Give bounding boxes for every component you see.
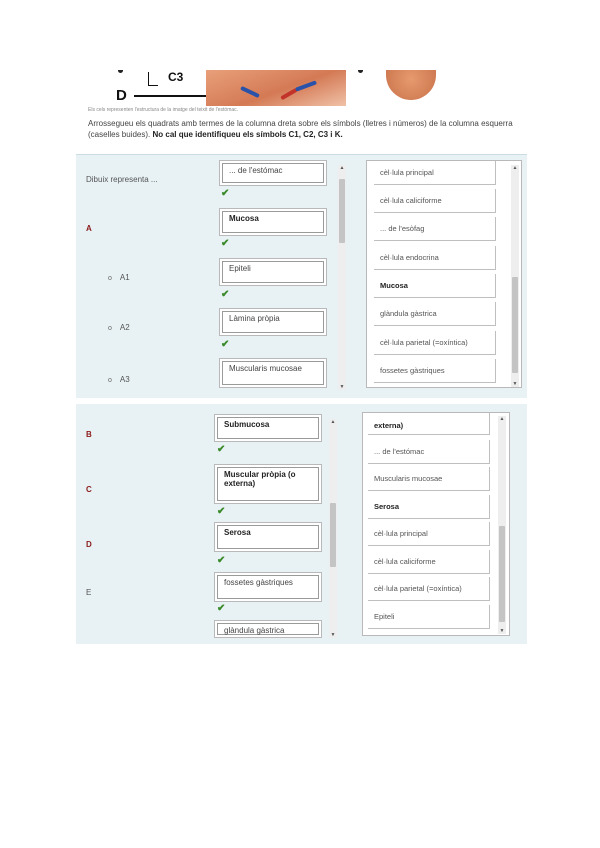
- row-label-a1: o A1: [108, 273, 130, 282]
- figure-caption: Els cels representen l'estructura de la imatge del teixit de l'estómac.: [88, 107, 239, 113]
- option-item[interactable]: glàndula gàstrica: [374, 302, 496, 326]
- scrollbar-thumb[interactable]: [330, 503, 336, 567]
- option-item[interactable]: cèl·lula principal: [374, 161, 496, 185]
- check-icon: ✔: [221, 188, 230, 199]
- scroll-down-icon[interactable]: ▼: [339, 384, 345, 390]
- scroll-up-icon[interactable]: ▲: [330, 419, 336, 425]
- row-label-b: B: [86, 430, 92, 439]
- drop-zone[interactable]: Epiteli: [219, 258, 327, 286]
- option-item[interactable]: Epiteli: [368, 605, 490, 629]
- row-label-e: E: [86, 588, 92, 597]
- drop-zone[interactable]: Serosa: [214, 522, 322, 552]
- scrollbar-thumb[interactable]: [339, 179, 345, 243]
- instructions-bold: No cal que identifiqueu els símbols C1, C2, C3 i K.: [152, 130, 343, 139]
- row-label-a2: o A2: [108, 323, 130, 332]
- options-scrollbar[interactable]: [511, 165, 519, 387]
- figure-label-c3: C3: [168, 70, 184, 84]
- scroll-up-icon[interactable]: ▲: [339, 165, 345, 171]
- drop-zone[interactable]: fossetes gàstriques: [214, 572, 322, 602]
- option-item[interactable]: ... de l'estómac: [368, 440, 490, 464]
- option-item[interactable]: ... de l'esòfag: [374, 217, 496, 241]
- check-icon: ✔: [221, 289, 230, 300]
- row-label-d: D: [86, 540, 92, 549]
- drop-column-scrollbar[interactable]: [329, 419, 337, 638]
- figure-gland: [386, 70, 436, 100]
- option-item[interactable]: cèl·lula principal: [368, 522, 490, 546]
- scrollbar-thumb[interactable]: [512, 277, 518, 373]
- figure-tissue: [206, 70, 346, 106]
- check-icon: ✔: [217, 603, 226, 614]
- drop-zone[interactable]: glàndula gàstrica: [214, 620, 322, 638]
- figure-bracket: [148, 72, 158, 86]
- scroll-down-icon[interactable]: ▼: [499, 628, 505, 634]
- drop-zone[interactable]: Làmina pròpia: [219, 308, 327, 336]
- row-label-a3: o A3: [108, 375, 130, 384]
- option-item[interactable]: fossetes gàstriques: [374, 359, 496, 383]
- options-scrollbar[interactable]: [498, 416, 506, 634]
- row-label-a: A: [86, 224, 92, 233]
- option-item[interactable]: cèl·lula parietal (=oxíntica): [374, 331, 496, 355]
- check-icon: ✔: [217, 444, 226, 455]
- option-item[interactable]: cèl·lula caliciforme: [368, 550, 490, 574]
- figure-dot: [118, 70, 123, 73]
- figure-dot: [358, 70, 363, 73]
- tissue-figure: [110, 70, 442, 106]
- figure-pointer-line: [134, 95, 206, 97]
- option-item[interactable]: cèl·lula caliciforme: [374, 189, 496, 213]
- panel1-header: Dibuix representa ...: [86, 175, 158, 184]
- option-item[interactable]: Mucosa: [374, 274, 496, 298]
- option-item[interactable]: Serosa: [368, 495, 490, 519]
- option-item[interactable]: cèl·lula parietal (=oxíntica): [368, 577, 490, 601]
- scroll-up-icon[interactable]: ▲: [512, 165, 518, 171]
- option-item[interactable]: Muscularis mucosae: [368, 467, 490, 491]
- option-item[interactable]: cèl·lula endocrina: [374, 246, 496, 270]
- scroll-down-icon[interactable]: ▼: [330, 632, 336, 638]
- figure-label-d: D: [116, 87, 127, 104]
- drop-zone[interactable]: Muscular pròpia (o externa): [214, 464, 322, 504]
- row-label-c: C: [86, 485, 92, 494]
- drop-zone[interactable]: Muscularis mucosae: [219, 358, 327, 388]
- check-icon: ✔: [221, 339, 230, 350]
- scroll-up-icon[interactable]: ▲: [499, 416, 505, 422]
- scrollbar-thumb[interactable]: [499, 526, 505, 622]
- drop-zone[interactable]: Mucosa: [219, 208, 327, 236]
- check-icon: ✔: [217, 506, 226, 517]
- option-item[interactable]: externa): [368, 413, 490, 435]
- check-icon: ✔: [217, 555, 226, 566]
- drop-zone[interactable]: ... de l'estómac: [219, 160, 327, 186]
- drop-column-scrollbar[interactable]: [338, 165, 346, 390]
- instructions-text: Arrossegueu els quadrats amb termes de la columna dreta sobre els símbols (lletres i números) de la columna esquerra (caselles buides).: [88, 119, 513, 139]
- check-icon: ✔: [221, 238, 230, 249]
- question-instructions: [88, 118, 528, 140]
- scroll-down-icon[interactable]: ▼: [512, 381, 518, 387]
- drop-zone[interactable]: Submucosa: [214, 414, 322, 442]
